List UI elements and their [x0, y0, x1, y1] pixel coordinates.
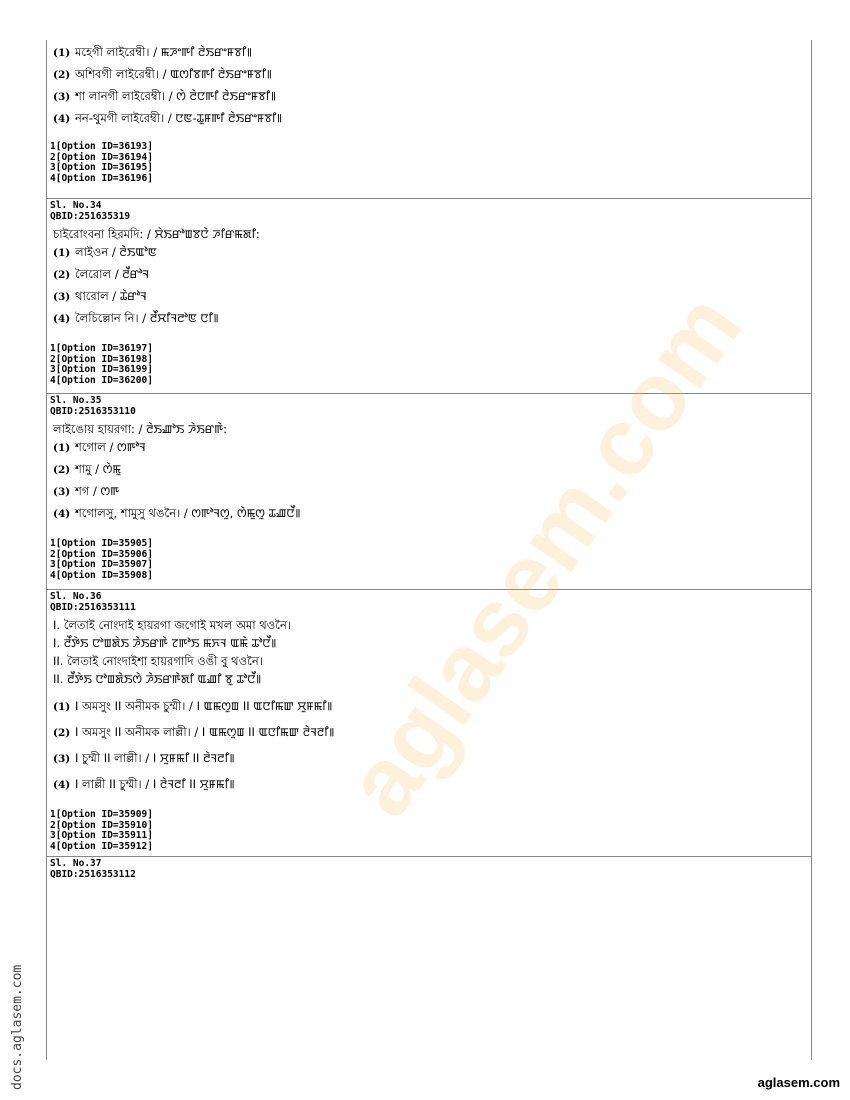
option-4: (4) শগোলসু, শামুসু থঙনৈ। / ꯁꯒꯣꯜꯁꯨ, ꯁꯥꯃꯨꯁꯨ ꯊꯉꯅꯩ꯫: [47, 503, 811, 525]
option-text: নন-থুমগী লাইরেম্বী। / ꯅꯟ-ꯊꯨꯝꯒꯤ ꯂꯥꯏꯔꯦꯝꯕꯤ꯫: [75, 110, 283, 125]
option-4: (4) নন-থুমগী লাইরেম্বী। / ꯅꯟ-ꯊꯨꯝꯒꯤ ꯂꯥꯏꯔꯦꯝꯕꯤ꯫: [47, 108, 811, 130]
option-text: শগোল / ꯁꯒꯣꯜ: [75, 439, 146, 454]
option-text: মহেগী লাইরেম্বী। / ꯃꯍꯦꯒꯤ ꯂꯥꯏꯔꯦꯝꯕꯤ꯫: [75, 44, 252, 59]
brand-footer: aglasem.com: [757, 1075, 840, 1090]
option-id-list: 1[Option ID=36193] 2[Option ID=36194] 3[Option ID=36195] 4[Option ID=36196]: [50, 141, 153, 184]
option-2: (2) I অমসুং II অনীমক লাল্লী। / I ꯑꯃꯁꯨꯡ II ꯑꯅꯤꯃꯛ ꯂꯥꯜꯂꯤ꯫: [47, 720, 811, 746]
option-text: I অমসুং II অনীমক চুম্মী। / I ꯑꯃꯁꯨꯡ II ꯑꯅꯤꯃꯛ ꯆꯨꯝꯃꯤ꯫: [75, 698, 333, 713]
qbid: QBID:251635319: [50, 210, 131, 222]
option-text: শগ / ꯁꯒ: [75, 483, 120, 498]
option-text: শামু / ꯁꯥꯃꯨ: [75, 461, 121, 476]
question-paper-frame: [46, 40, 812, 1060]
option-2: (2) শামু / ꯁꯥꯃꯨ: [47, 459, 811, 481]
option-text: লৈরোল / ꯂꯩꯔꯣꯜ: [75, 266, 150, 281]
statement: I. ꯂꯩꯇꯥꯏ ꯅꯣꯡꯗꯥꯏ ꯍꯥꯏꯔꯒꯥ ꯖꯒꯣꯏ ꯃꯈꯜ ꯑꯃꯥ ꯊꯣꯅꯩ꯫: [53, 636, 277, 650]
watermark: aglasem.com: [325, 274, 763, 835]
option-3: (3) থারোল / ꯊꯥꯔꯣꯜ: [47, 286, 811, 308]
option-1: (1) মহেগী লাইরেম্বী। / ꯃꯍꯦꯒꯤ ꯂꯥꯏꯔꯦꯝꯕꯤ꯫: [47, 42, 811, 64]
question-block-35: [47, 393, 811, 589]
side-source-label: docs.aglasem.com: [10, 964, 25, 1090]
option-id-list: 1[Option ID=35909] 2[Option ID=35910] 3[Option ID=35911] 4[Option ID=35912]: [50, 809, 153, 852]
option-3: (3) শগ / ꯁꯒ: [47, 481, 811, 503]
option-2: (2) লৈরোল / ꯂꯩꯔꯣꯜ: [47, 264, 811, 286]
option-text: I লাল্লী II চুম্মী। / I ꯂꯥꯜꯂꯤ II ꯆꯨꯝꯃꯤ꯫: [75, 776, 235, 791]
question-block-37: [47, 856, 811, 1060]
qbid: QBID:2516353112: [50, 868, 136, 880]
option-text: I চুম্মী II লাল্লী। / I ꯆꯨꯝꯃꯤ II ꯂꯥꯜꯂꯤ꯫: [75, 750, 235, 765]
option-text: লৈচিল্লোন নি। / ꯂꯩꯆꯤꯜꯂꯣꯟ ꯅꯤ꯫: [75, 310, 219, 325]
question-text: চাইরোংবনা হিরমদি: / ꯆꯥꯏꯔꯣꯡꯕꯅꯥ ꯍꯤꯔꯃꯗꯤ:: [53, 227, 260, 241]
option-id-list: 1[Option ID=36197] 2[Option ID=36198] 3[Option ID=36199] 4[Option ID=36200]: [50, 343, 153, 386]
question-block-34: [47, 198, 811, 393]
qbid: QBID:2516353111: [50, 601, 136, 613]
option-4: (4) লৈচিল্লোন নি। / ꯂꯩꯆꯤꯜꯂꯣꯟ ꯅꯤ꯫: [47, 308, 811, 330]
option-1: (1) শগোল / ꯁꯒꯣꯜ: [47, 437, 811, 459]
question-block-36: [47, 589, 811, 857]
serial-number: Sl. No.37: [50, 858, 102, 869]
option-1: (1) I অমসুং II অনীমক চুম্মী। / I ꯑꯃꯁꯨꯡ II ꯑꯅꯤꯃꯛ ꯆꯨꯝꯃꯤ꯫: [47, 694, 811, 720]
serial-number: Sl. No.35: [50, 395, 102, 406]
option-text: শগোলসু, শামুসু থঙনৈ। / ꯁꯒꯣꯜꯁꯨ, ꯁꯥꯃꯨꯁꯨ ꯊꯉꯅꯩ꯫: [75, 505, 301, 520]
option-id-list: 1[Option ID=35905] 2[Option ID=35906] 3[Option ID=35907] 4[Option ID=35908]: [50, 538, 153, 581]
question-block-33: [47, 40, 811, 200]
statement: II. লৈতাই নোংদাইশা হায়রগাদি ওঙী বু থওনৈ।: [53, 654, 263, 668]
qbid: QBID:2516353110: [50, 405, 136, 417]
option-2: (2) অশিবগী লাইরেম্বী। / ꯑꯁꯤꯕꯒꯤ ꯂꯥꯏꯔꯦꯝꯕꯤ꯫: [47, 64, 811, 86]
option-text: I অমসুং II অনীমক লাল্লী। / I ꯑꯃꯁꯨꯡ II ꯑꯅꯤꯃꯛ ꯂꯥꯜꯂꯤ꯫: [75, 724, 335, 739]
statement: I. লৈতাই নোংদাই হায়রগা জগোই মখল অমা থওনৈ।: [53, 618, 291, 632]
option-1: (1) লাইওন / ꯂꯥꯏꯑꯣꯟ: [47, 242, 811, 264]
option-3: (3) I চুম্মী II লাল্লী। / I ꯆꯨꯝꯃꯤ II ꯂꯥꯜꯂꯤ꯫: [47, 746, 811, 772]
question-text: লাইঙোয় হায়রগা: / ꯂꯥꯏꯉꯣꯏ ꯍꯥꯏꯔꯒꯥ:: [53, 422, 228, 436]
option-text: লাইওন / ꯂꯥꯏꯑꯣꯟ: [75, 244, 157, 259]
statement: II. ꯂꯩꯇꯥꯏ ꯅꯣꯡꯗꯥꯏꯁꯥ ꯍꯥꯏꯔꯒꯥꯗꯤ ꯑꯉꯤ ꯕꯨ ꯊꯣꯅꯩ꯫: [53, 672, 262, 686]
option-4: (4) I লাল্লী II চুম্মী। / I ꯂꯥꯜꯂꯤ II ꯆꯨꯝꯃꯤ꯫: [47, 772, 811, 798]
option-text: অশিবগী লাইরেম্বী। / ꯑꯁꯤꯕꯒꯤ ꯂꯥꯏꯔꯦꯝꯕꯤ꯫: [75, 66, 272, 81]
option-3: (3) শা লানগী লাইরেম্বী। / ꯁꯥ ꯂꯥꯅꯒꯤ ꯂꯥꯏꯔꯦꯝꯕꯤ꯫: [47, 86, 811, 108]
option-text: শা লানগী লাইরেম্বী। / ꯁꯥ ꯂꯥꯅꯒꯤ ꯂꯥꯏꯔꯦꯝꯕꯤ꯫: [75, 88, 276, 103]
option-text: থারোল / ꯊꯥꯔꯣꯜ: [75, 288, 147, 303]
serial-number: Sl. No.34: [50, 200, 102, 211]
serial-number: Sl. No.36: [50, 591, 102, 602]
